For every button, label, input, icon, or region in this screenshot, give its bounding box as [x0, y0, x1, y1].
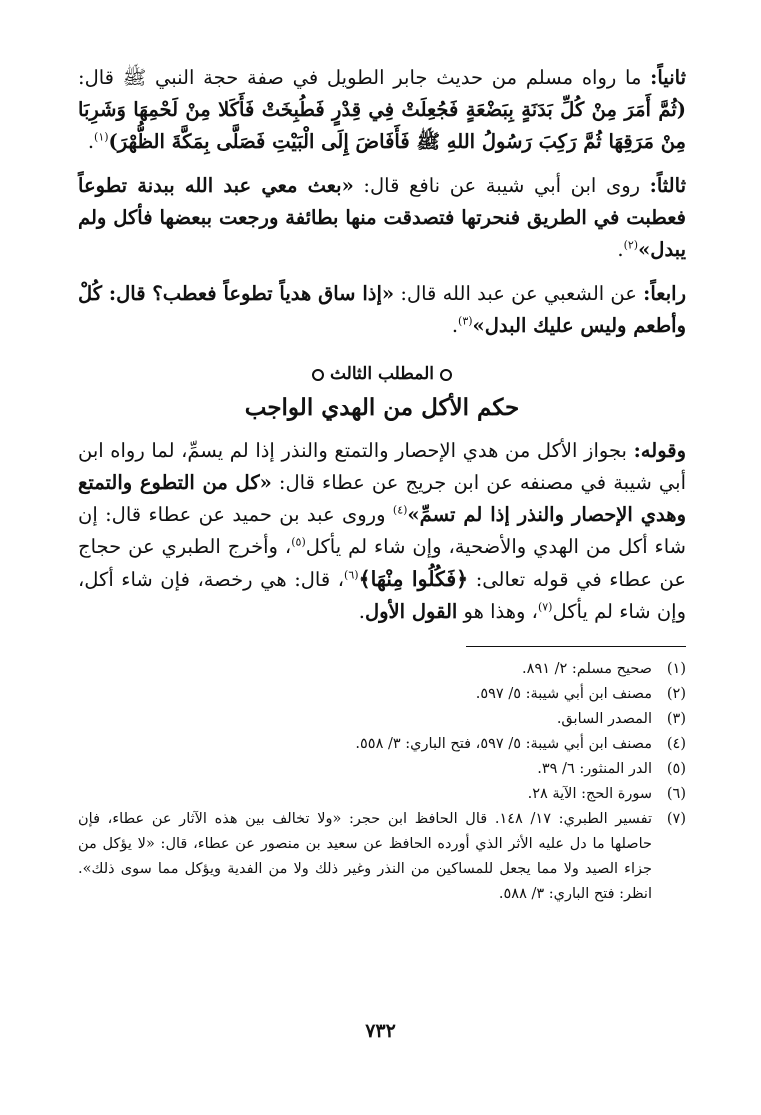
footnote-item: [78, 682, 686, 707]
footnote-item: [78, 757, 686, 782]
footnote-item: [78, 707, 686, 732]
paragraph-text: ، وأخرج الطبري عن حجاج عن عطاء في قوله تعالى:: [78, 535, 687, 591]
footnote-ref[interactable]: (٧): [537, 600, 553, 614]
circle-ornament-icon: [312, 369, 324, 381]
footnote-text: صحيح مسلم: ٢/ ٨٩١.: [522, 661, 652, 677]
paragraph-text: وروى عبد بن حميد عن عطاء قال: إن شاء أكل من الهدي والأضحية، وإن شاء لم يأكل: [78, 503, 687, 558]
quran-verse: ﴿فَكُلُوا مِنْهَا﴾: [358, 567, 469, 591]
footnote-number: (١): [666, 661, 686, 677]
paragraph-lead: ثالثاً:: [649, 174, 686, 197]
footnote-ref[interactable]: (٢): [623, 238, 639, 252]
paragraph-text: بجواز الأكل من هدي الإحصار والتمتع والنذر إذا لم يسمِّ، لما رواه ابن أبي شيبة في مصنفه عن ابن جريج عن عطاء قال:: [78, 439, 687, 494]
bold-conclusion: القول الأول: [364, 600, 458, 623]
hadith-quote: (ثُمَّ أَمَرَ مِنْ كُلِّ بَدَنَةٍ بِبَضْعَةٍ فَجُعِلَتْ فِي قِدْرٍ فَطُبِخَتْ فَأَكَلا مِنْ لَحْمِهَا وَشَرِبَا مِنْ مَرَقِهَا ثُمَّ رَكِبَ رَسُولُ اللهِ ﷺ فَأَفَاضَ إِلَى الْبَيْتِ فَصَلَّى بِمَكَّةَ الظُّهْرَ): [78, 98, 686, 153]
footnote-ref[interactable]: (٤): [392, 503, 408, 517]
section-title: حكم الأكل من الهدي الواجب: [244, 394, 520, 421]
footnote-text: الدر المنثور: ٦/ ٣٩.: [537, 761, 652, 777]
footnote-text: تفسير الطبري: ١٧/ ١٤٨. قال الحافظ ابن حجر: «ولا تخالف بين هذه الآثار عن عطاء، فإن حاصلها ما دل عليه الأثر الذي أورده الحافظ عن سعيد بن منصور عن عطاء، قال: «لا يؤكل من جزاء الصيد ولا مما يجعل للمساكين من النذر وغير ذلك ولا من الفدية ويؤكل مما سوى ذلك». انظر: فتح الباري: ٣/ ٥٨٨.: [78, 811, 652, 902]
footnote-item: [78, 732, 686, 757]
footnote-number: (٣): [666, 711, 686, 727]
footnote-number: (٥): [666, 761, 686, 777]
footnote-ref[interactable]: (٣): [458, 314, 473, 328]
narration-quote: «بعث معي عبد الله ببدنة تطوعاً فعطبت في الطريق فنحرتها فتصدقت منها بطائفة ورجعت ببعضها فأكل ولم يبدل»: [78, 174, 686, 261]
section-heading: [78, 364, 686, 384]
footnote-number: (٤): [666, 736, 686, 752]
footnotes-list: [78, 657, 686, 907]
paragraph-fourth: [78, 278, 686, 342]
footnote-ref[interactable]: (٦): [344, 568, 359, 582]
footnote-ref[interactable]: (١): [94, 130, 109, 144]
narration-quote: «كل من التطوع والتمتع وهدي الإحصار والنذر إذا لم تسمِّ»: [78, 471, 686, 526]
footnote-number: (٦): [666, 786, 686, 802]
paragraph-text: ما رواه مسلم من حديث جابر الطويل في صفة حجة النبي ﷺ قال:: [78, 66, 651, 89]
paragraph-text: ، قال: هي رخصة، فإن شاء أكل، وإن شاء لم يأكل: [78, 568, 686, 623]
paragraph-third: [78, 170, 686, 266]
page-number: ٧٣٢: [365, 1020, 396, 1042]
footnote-divider: [466, 646, 686, 647]
section-label: المطلب الثالث: [329, 364, 434, 384]
narration-quote: «إذا ساق هدياً تطوعاً فعطب؟ قال: كُلْ وأطعم وليس عليك البدل»: [78, 282, 686, 337]
punctuation: .: [617, 238, 624, 261]
page-body: [78, 62, 686, 907]
footnote-text: مصنف ابن أبي شيبة: ٥/ ٥٩٧، فتح الباري: ٣/ ٥٥٨.: [355, 736, 652, 752]
paragraph-text: روى ابن أبي شيبة عن نافع قال:: [353, 174, 650, 197]
paragraph-second: ثانياً: ما رواه مسلم من حديث جابر الطويل في صفة حجة النبي ﷺ قال: (ثُمَّ أَمَرَ مِنْ كُلِّ بَدَنَةٍ بِبَضْعَةٍ فَجُعِلَتْ فِي قِدْرٍ فَطُبِخَتْ فَأَكَلا مِنْ لَحْمِهَا وَشَرِبَا مِنْ مَرَقِهَا ثُمَّ رَكِبَ رَسُولُ اللهِ ﷺ فَأَفَاضَ إِلَى الْبَيْتِ فَصَلَّى بِمَكَّةَ الظُّهْرَ)$^{(١)}$.: [78, 66, 686, 153]
paragraph-text: عن الشعبي عن عبد الله قال:: [394, 282, 644, 305]
footnote-text: المصدر السابق.: [556, 711, 652, 727]
punctuation: .: [451, 314, 459, 337]
paragraph-lead: رابعاً:: [643, 282, 686, 305]
footnote-text: مصنف ابن أبي شيبة: ٥/ ٥٩٧.: [475, 686, 652, 702]
paragraph-lead: وقوله:: [633, 439, 686, 462]
footnote-text: سورة الحج: الآية ٢٨.: [527, 786, 652, 802]
paragraph-lead: ثانياً:: [650, 66, 686, 89]
punctuation: .: [358, 600, 365, 623]
footnote-item: [78, 782, 686, 807]
footnote-number: (٢): [666, 686, 686, 702]
paragraph-text: ، وهذا هو: [457, 600, 538, 623]
footnote-item: [78, 657, 686, 682]
footnote-number: (٧): [666, 811, 686, 827]
footnote-ref[interactable]: (٥): [291, 535, 306, 549]
circle-ornament-icon: [440, 369, 452, 381]
footnote-item: [78, 807, 686, 907]
paragraph-ruling: [78, 435, 686, 628]
